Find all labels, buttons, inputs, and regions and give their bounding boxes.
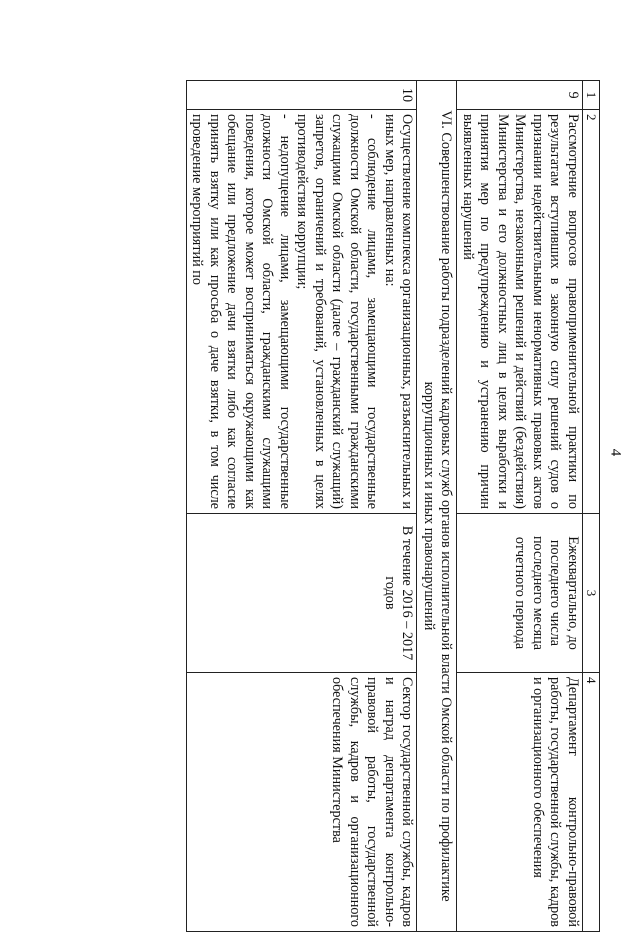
measure-text-line: - соблюдение лицами, замещающими государственные должности Омской области, государственными гражданскими служащими Омской области (далее – гражданский служащий) запретов, ограничений и требований, установленных в целях противодействия коррупции; (294, 114, 381, 509)
measures-table (186, 80, 600, 932)
header-col-1: 1 (583, 81, 600, 110)
measure-term: В течение 2016 – 2017 годов (187, 514, 418, 673)
row-number: 9 (457, 81, 583, 110)
header-col-2: 2 (583, 110, 600, 514)
measure-responsible: Сектор государственной службы, кадров и наград департамента контрольно-правовой работы, государственной службы, кадров и организационного обеспечения Министерства (187, 673, 418, 932)
table-header-row (583, 81, 600, 932)
section-row (417, 81, 457, 932)
header-col-3: 3 (583, 514, 600, 673)
table-row (187, 81, 418, 932)
table-row (457, 81, 583, 932)
measure-text-line: Осуществление комплекса организационных, разъяснительных и иных мер, направленных на: (382, 114, 416, 509)
row-number: 10 (187, 81, 418, 110)
page-number: 4 (606, 448, 623, 457)
measure-term: Ежеквартально, до последнего числа последнего месяца отчетного периода (457, 514, 583, 673)
measure-responsible: Департамент контрольно-правовой работы, государственной службы, кадров и организационного обеспечения (457, 673, 583, 932)
measure-text (187, 110, 418, 514)
section-title: VI. Совершенствование работы подразделений кадровых служб органов исполнительной власти Омской области по профилактике коррупционных и иных правонарушений (417, 81, 457, 932)
measure-text-line: - недопущение лицами, замещающими государственные должности Омской области, гражданскими служащими поведения, которое может восприниматься окружающими как обещание или предложение дачи взятки либо как согласие принять взятку или как просьба о даче взятки, в том числе проведение мероприятий по (189, 114, 293, 509)
header-col-4: 4 (583, 673, 600, 932)
measure-text: Рассмотрение вопросов правоприменительной практики по результатам вступивших в законную силу решений судов о признании недействительными ненормативных правовых актов Министерства, незаконными решений и действий (бездействия) Министерства и его должностных лиц в целях выработки и принятия мер по предупреждению и устранению причин выявленных нарушений (457, 110, 583, 514)
rotated-table-frame (40, 80, 600, 927)
